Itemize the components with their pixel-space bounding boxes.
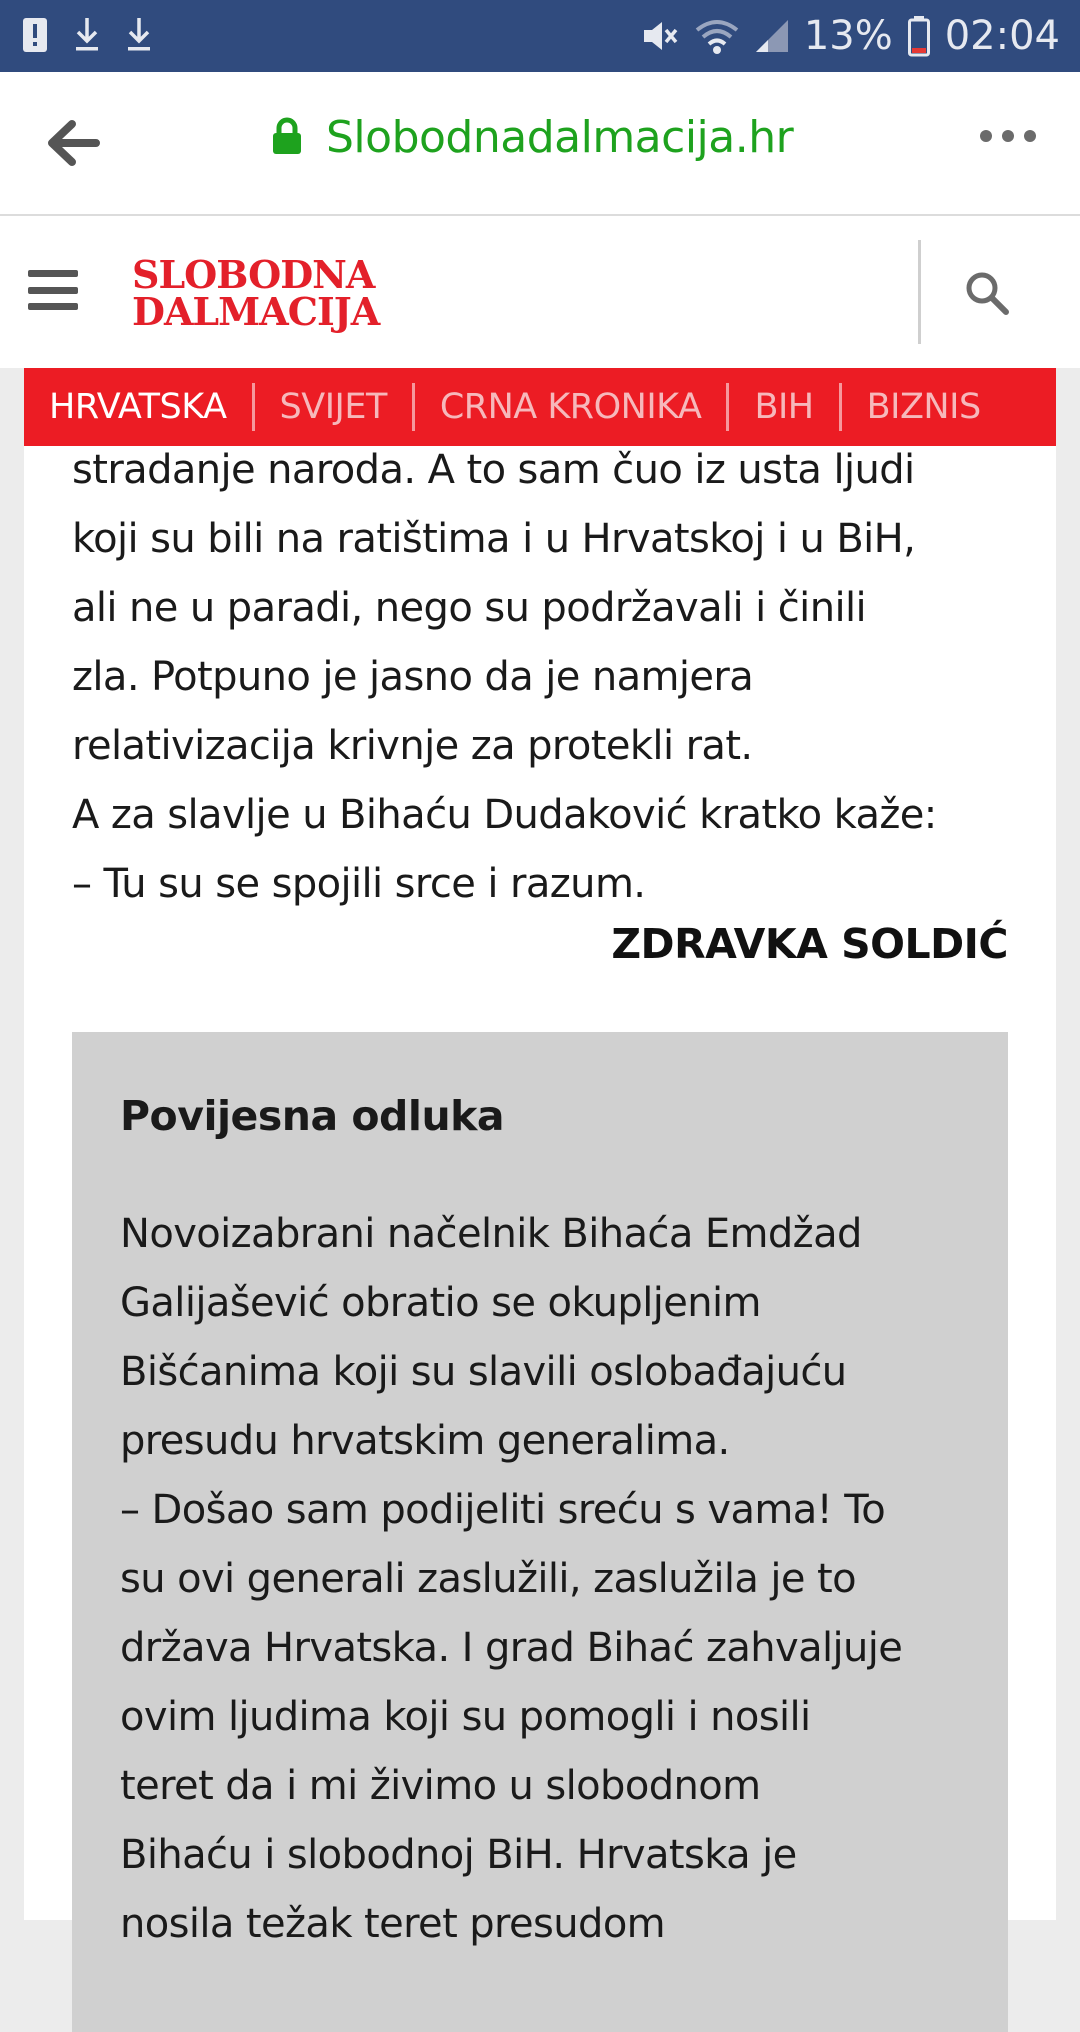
site-logo[interactable] <box>132 252 380 334</box>
nav-item-crna-kronika[interactable]: CRNA KRONIKA <box>439 387 702 427</box>
infobox-line: Bihaću i slobodnoj BiH. Hrvatska je <box>120 1832 797 1878</box>
nav-item-svijet[interactable]: SVIJET <box>279 387 387 427</box>
article-line: koji su bili na ratištima i u Hrvatskoj i u BiH, <box>72 516 916 562</box>
nav-item-bih[interactable]: BIH <box>754 387 814 427</box>
article-card <box>24 420 1056 1947</box>
infobox-line: su ovi generali zaslužili, zaslužila je to <box>120 1556 856 1602</box>
infobox-body <box>120 1200 980 1959</box>
mute-icon <box>640 16 680 56</box>
infobox-line: država Hrvatska. I grad Bihać zahvaljuje <box>120 1625 903 1671</box>
infobox-line: nosila težak teret presudom <box>120 1901 666 1947</box>
search-icon[interactable] <box>962 268 1012 318</box>
header-divider <box>918 240 921 344</box>
infobox-line: Galijašević obratio se okupljenim <box>120 1280 761 1326</box>
category-nav <box>24 368 1056 446</box>
address-bar[interactable] <box>270 112 793 163</box>
infobox-line: ovim ljudima koji su pomogli i nosili <box>120 1694 811 1740</box>
nav-item-biznis[interactable]: BIZNIS <box>866 387 981 427</box>
back-button[interactable] <box>44 118 100 168</box>
logo-line-1: SLOBODNA <box>132 252 375 297</box>
infobox-line: teret da i mi živimo u slobodnom <box>120 1763 761 1809</box>
article-line: – Tu su se spojili srce i razum. <box>72 861 646 907</box>
battery-percent: 13% <box>803 13 893 59</box>
infobox <box>72 1032 1008 2032</box>
logo-line-2: DALMACIJA <box>132 289 380 334</box>
back-arrow-icon[interactable] <box>44 118 100 168</box>
battery-icon <box>907 15 931 57</box>
download-icon <box>72 14 102 54</box>
alert-icon <box>20 14 50 54</box>
article-line: stradanje naroda. A to sam čuo iz usta ljudi <box>72 447 915 493</box>
search-button[interactable] <box>962 268 1012 318</box>
article-line: zla. Potpuno je jasno da je namjera <box>72 654 754 700</box>
clock: 02:04 <box>944 13 1060 59</box>
browser-toolbar <box>0 72 1080 216</box>
status-bar-system <box>640 0 1060 72</box>
url-text[interactable]: Slobodnadalmacija.hr <box>326 112 794 163</box>
infobox-line: Bišćanima koji su slavili oslobađajuću <box>120 1349 847 1395</box>
status-bar <box>0 0 1080 72</box>
infobox-line: Novoizabrani načelnik Bihaća Emdžad <box>120 1211 862 1257</box>
signal-icon <box>754 16 790 56</box>
hamburger-menu-icon[interactable] <box>28 270 78 310</box>
article-line: A za slavlje u Bihaću Dudaković kratko kaže: <box>72 792 937 838</box>
article-line: relativizacija krivnje za protekli rat. <box>72 723 753 769</box>
status-bar-notifications <box>20 14 154 54</box>
article-author: ZDRAVKA SOLDIĆ <box>611 920 1008 968</box>
lock-icon <box>270 116 304 160</box>
infobox-title: Povijesna odluka <box>120 1092 505 1140</box>
infobox-line: presudu hrvatskim generalima. <box>120 1418 730 1464</box>
article-body <box>72 436 1032 919</box>
wifi-icon <box>694 16 740 56</box>
nav-item-hrvatska[interactable]: HRVATSKA <box>49 387 227 427</box>
infobox-line: – Došao sam podijeliti sreću s vama! To <box>120 1487 886 1533</box>
download-icon <box>124 14 154 54</box>
more-dots-icon[interactable] <box>980 130 1036 142</box>
article-line: ali ne u paradi, nego su podržavali i činili <box>72 585 866 631</box>
site-header <box>0 216 1080 368</box>
